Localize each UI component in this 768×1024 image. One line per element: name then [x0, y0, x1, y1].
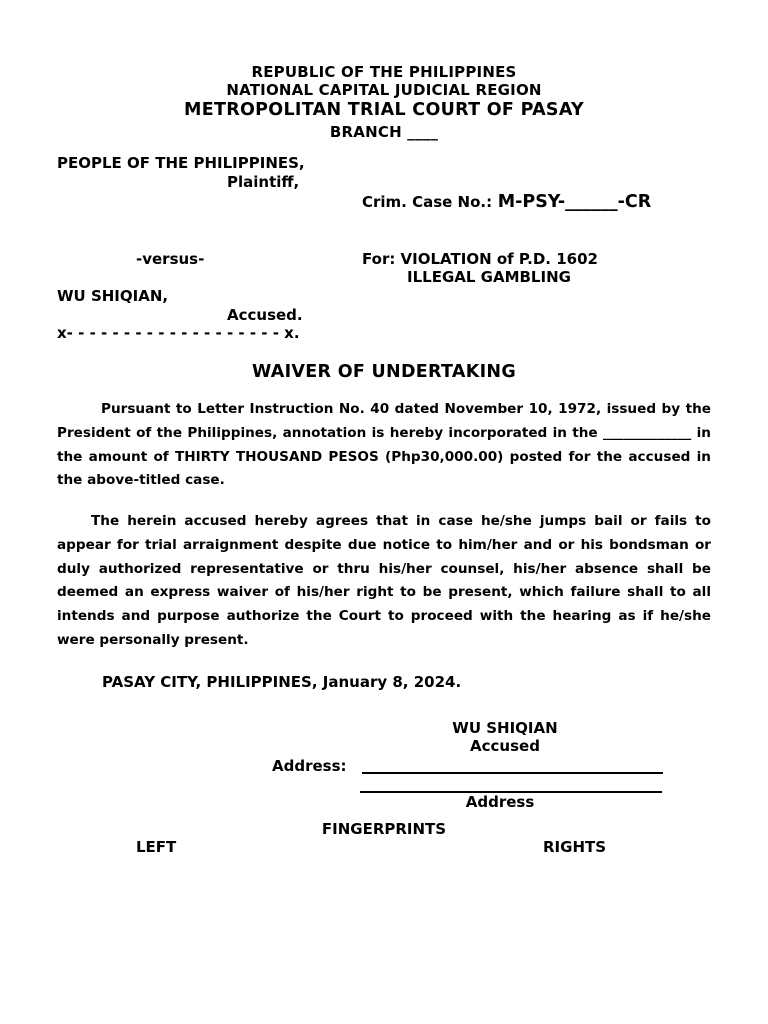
header-court-name: METROPOLITAN TRIAL COURT OF PASAY	[184, 100, 584, 120]
fingerprint-right-label: RIGHTS	[543, 838, 607, 856]
plaintiff-name: PEOPLE OF THE PHILIPPINES,	[57, 154, 305, 172]
address-caption: Address	[465, 793, 535, 811]
paragraph-1-text: Pursuant to Letter Instruction No. 40 dated November 10, 1972, issued by the President of the Philippines, annotation is hereby incorporated in the _____________ in the amount of THIRTY THOUSAND PESOS (Php30,000.00) posted for the accused in the above-titled case.	[57, 401, 711, 489]
caption-divider: x- - - - - - - - - - - - - - - - - - - x.	[57, 324, 300, 342]
case-number-value: M-PSY-______-CR	[497, 192, 652, 212]
body-paragraph-1	[57, 398, 711, 493]
signatory-role: Accused	[470, 737, 540, 755]
signatory-name: WU SHIQIAN	[452, 719, 558, 737]
accused-role: Accused.	[227, 306, 303, 324]
header-region: NATIONAL CAPITAL JUDICIAL REGION	[226, 81, 542, 99]
versus-label: -versus-	[136, 250, 205, 268]
offense-line-1: For: VIOLATION of P.D. 1602	[362, 250, 598, 268]
place-date-line: PASAY CITY, PHILIPPINES, January 8, 2024.	[102, 673, 462, 691]
header-republic: REPUBLIC OF THE PHILIPPINES	[251, 63, 517, 81]
accused-name: WU SHIQIAN,	[57, 287, 169, 305]
plaintiff-role: Plaintiff,	[227, 173, 300, 191]
address-line-1	[362, 772, 663, 774]
offense-line-2: ILLEGAL GAMBLING	[407, 268, 571, 286]
address-label: Address:	[272, 757, 347, 775]
paragraph-2-text: The herein accused hereby agrees that in case he/she jumps bail or fails to appear for trial arraignment despite due notice to him/her and or his bondsman or duly authorized representative or thru his/her counsel, his/her absence shall be deemed an express waiver of his/her right to be present, which failure shall to all intends and purpose authorize the Court to proceed with the hearing as if he/she were personally present.	[57, 513, 711, 648]
body-paragraph-2	[57, 510, 711, 653]
fingerprints-title: FINGERPRINTS	[321, 820, 447, 838]
case-number-label: Crim. Case No.:	[362, 193, 493, 211]
document-title: WAIVER OF UNDERTAKING	[251, 362, 517, 382]
case-number	[362, 192, 651, 212]
header-branch: BRANCH ____	[329, 123, 439, 141]
fingerprint-left-label: LEFT	[136, 838, 177, 856]
